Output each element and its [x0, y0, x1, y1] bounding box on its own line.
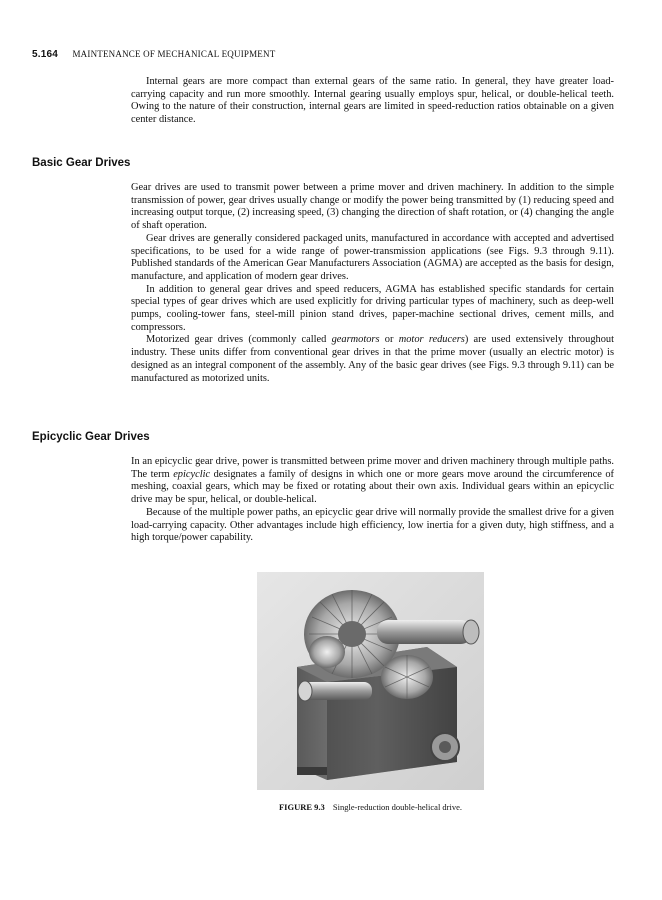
emphasis-term: motor reducers: [398, 334, 465, 346]
paragraph: In an epicyclic gear drive, power is transmitted between prime mover and driven machinery through multiple paths. The term epicyclic designates a family of designs in which one or more gears move around the circumference of meshing, coaxial gears, which may be fixed or rotating about their own axis. Individual gears within an epicyclic drive may be spur, helical, or double-helical.: [131, 456, 614, 506]
figure-caption: [257, 802, 484, 812]
intro-section: [131, 76, 614, 127]
paragraph: Because of the multiple power paths, an epicyclic gear drive will normally provide the smallest drive for a given load-carrying capacity. Other advantages include high efficiency, low inertia for a given duty, high stiffness, and a high torque/power capability.: [131, 506, 614, 544]
section-heading-epicyclic: Epicyclic Gear Drives: [32, 431, 150, 443]
gear-drive-photo: [257, 572, 484, 790]
paragraph: In addition to general gear drives and speed reducers, AGMA has established specific standards for certain special types of gear drives which are used explicitly for driving particular types of machinery, such as deep-well pumps, cooling-tower fans, steel-mill pinion stand drives, paper-machine sectional drives, cement mills, and compressors.: [131, 283, 614, 333]
emphasis-term: gearmotors: [331, 334, 380, 346]
basic-section-body: [131, 182, 614, 385]
running-title: MAINTENANCE OF MECHANICAL EQUIPMENT: [72, 49, 276, 59]
paragraph: Gear drives are used to transmit power between a prime mover and driven machinery. In addition to the simple transmission of power, gear drives usually change or modify the power being transmitted by (1) reducing speed and increasing output torque, (2) increasing speed, (3) changing the direction of shaft rotation, or (4) changing the angle of shaft operation.: [131, 182, 614, 232]
paragraph: Gear drives are generally considered packaged units, manufactured in accordance with accepted and advertised specifications, to be used for a wide range of power-transmission applications (see Figs. 9.3 through 9.11). Published standards of the American Gear Manufacturers Association (AGMA) are accepted as the basis for design, manufacture, and application of modern gear drives.: [131, 232, 614, 282]
figure-caption-text: Single-reduction double-helical drive.: [332, 802, 463, 812]
page-number: 5.164: [32, 49, 59, 60]
section-heading-basic: Basic Gear Drives: [32, 157, 131, 169]
epicyclic-section-body: [131, 456, 614, 545]
running-header: [32, 49, 275, 60]
figure-label: FIGURE 9.3: [278, 802, 325, 812]
paragraph: Motorized gear drives (commonly called gearmotors or motor reducers) are used extensively throughout industry. These units differ from conventional gear drives in that the prime mover (usually an electric motor) is designed as an integral component of the assembly. Any of the basic gear drives (see Figs. 9.3 through 9.11) can be manufactured as motorized units.: [131, 334, 614, 384]
emphasis-term: epicyclic: [173, 468, 211, 480]
intro-paragraph: Internal gears are more compact than external gears of the same ratio. In general, they have greater load-carrying capacity and run more smoothly. Internal gearing usually employs spur, helical, or double-helical teeth. Owing to the nature of their construction, internal gears are limited in speed-reduction ratios obtainable on a given center distance.: [131, 76, 614, 126]
